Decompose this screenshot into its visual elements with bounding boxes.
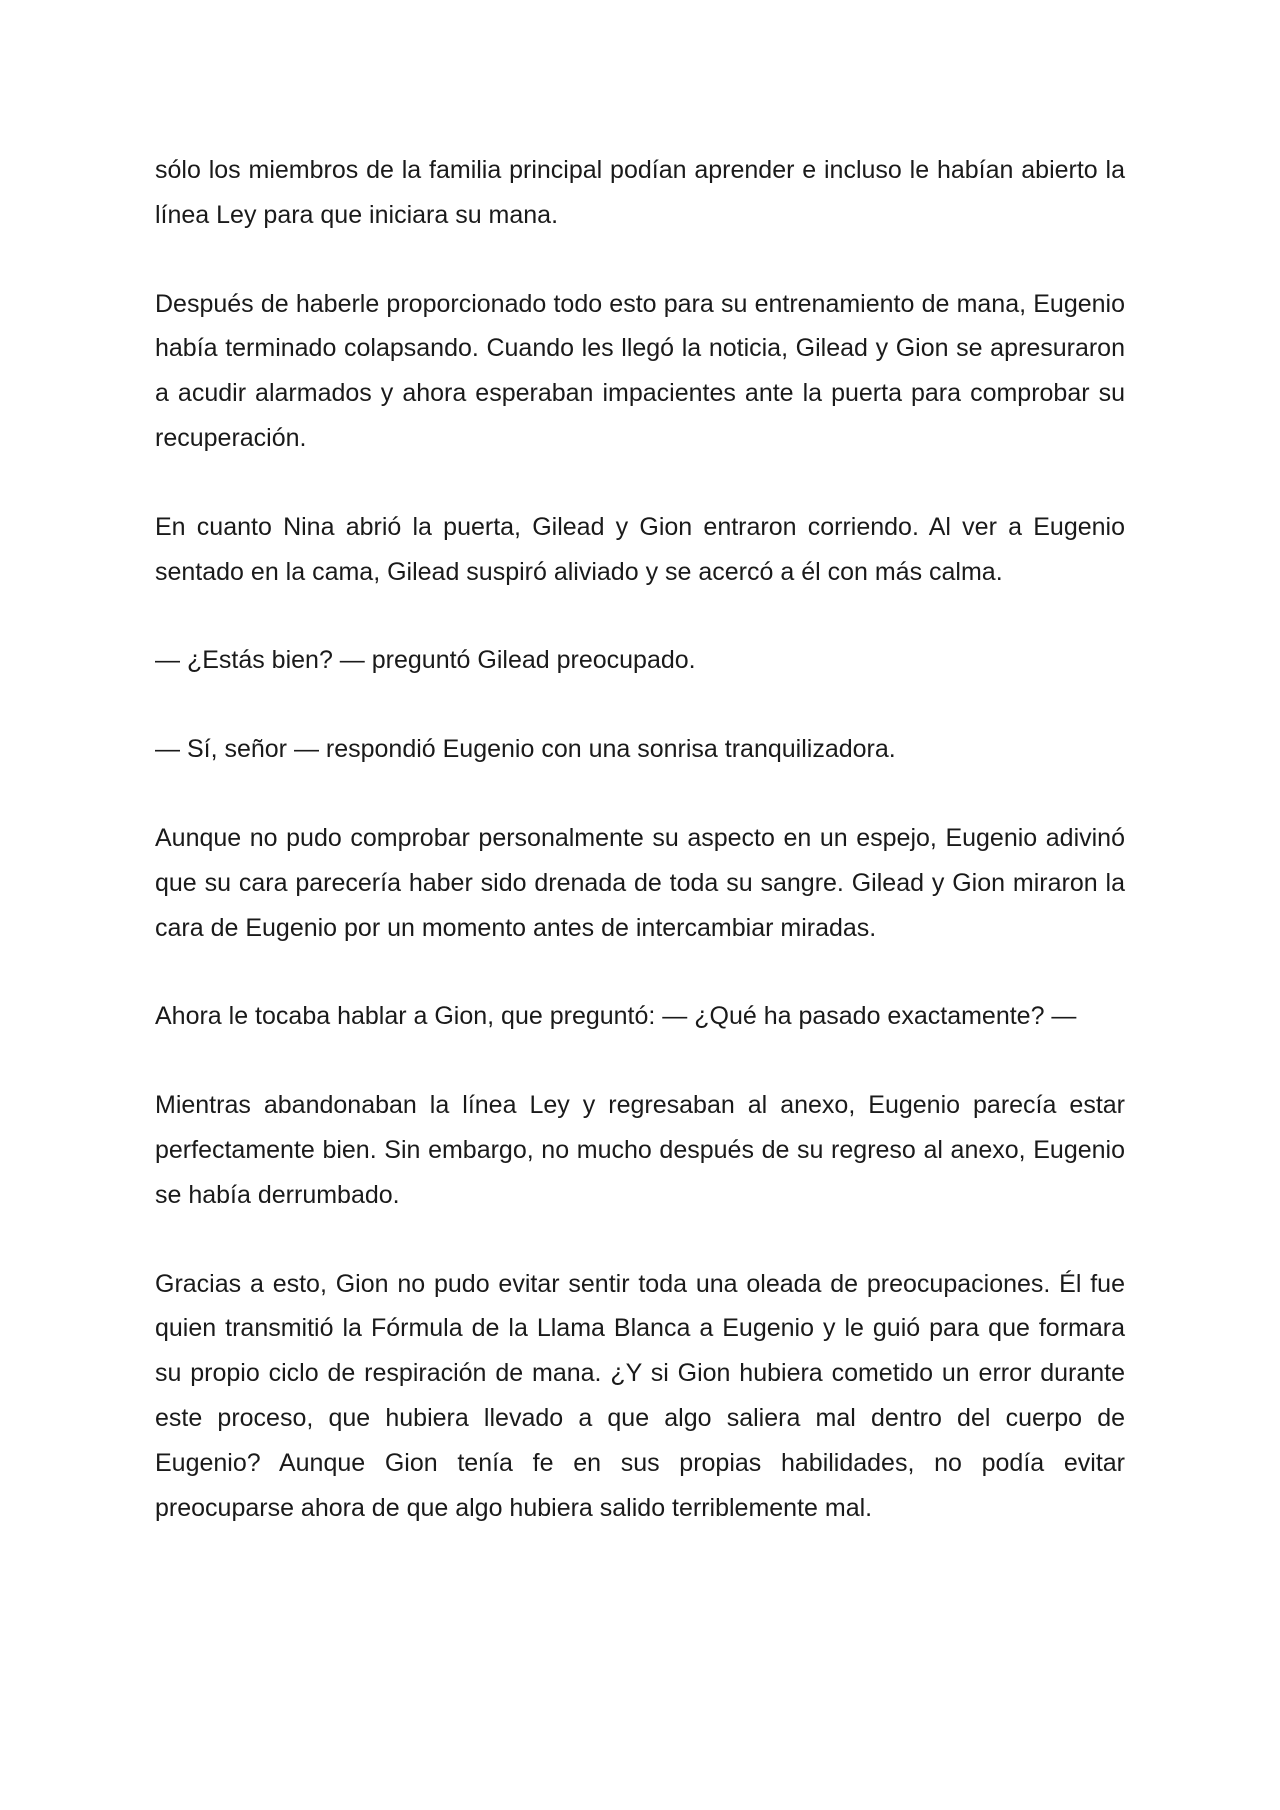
paragraph: Después de haberle proporcionado todo esto para su entrenamiento de mana, Eugenio había terminado colapsando. Cuando les llegó la noticia, Gilead y Gion se apresuraron a acudir alarmados y ahora esperaban impacientes ante la puerta para comprobar su recuperación. [155, 289, 1125, 452]
paragraph: Mientras abandonaban la línea Ley y regresaban al anexo, Eugenio parecía estar perfectamente bien. Sin embargo, no mucho después de su regreso al anexo, Eugenio se había derrumbado. [155, 1091, 1125, 1209]
dialogue-line: — ¿Estás bien? — preguntó Gilead preocupado. [155, 646, 696, 675]
document-body [155, 148, 1125, 1574]
paragraph: Gracias a esto, Gion no pudo evitar sentir toda una oleada de preocupaciones. Él fue quien transmitió la Fórmula de la Llama Blanca a Eugenio y le guió para que formara su propio ciclo de respiración de mana. ¿Y si Gion hubiera cometido un error durante este proceso, que hubiera llevado a que algo saliera mal dentro del cuerpo de Eugenio? Aunque Gion tenía fe en sus propias habilidades, no podía evitar preocuparse ahora de que algo hubiera salido terriblemente mal. [155, 1269, 1125, 1522]
dialogue-line: — Sí, señor — respondió Eugenio con una sonrisa tranquilizadora. [155, 735, 896, 764]
paragraph: sólo los miembros de la familia principal podían aprender e incluso le habían abierto la línea Ley para que iniciara su mana. [155, 156, 1125, 229]
paragraph: En cuanto Nina abrió la puerta, Gilead y Gion entraron corriendo. Al ver a Eugenio sentado en la cama, Gilead suspiró aliviado y se acercó a él con más calma. [155, 512, 1125, 586]
paragraph: Aunque no pudo comprobar personalmente su aspecto en un espejo, Eugenio adivinó que su cara parecería haber sido drenada de toda su sangre. Gilead y Gion miraron la cara de Eugenio por un momento antes de intercambiar miradas. [155, 823, 1125, 942]
paragraph: Ahora le tocaba hablar a Gion, que preguntó: — ¿Qué ha pasado exactamente? — [155, 1002, 1077, 1031]
